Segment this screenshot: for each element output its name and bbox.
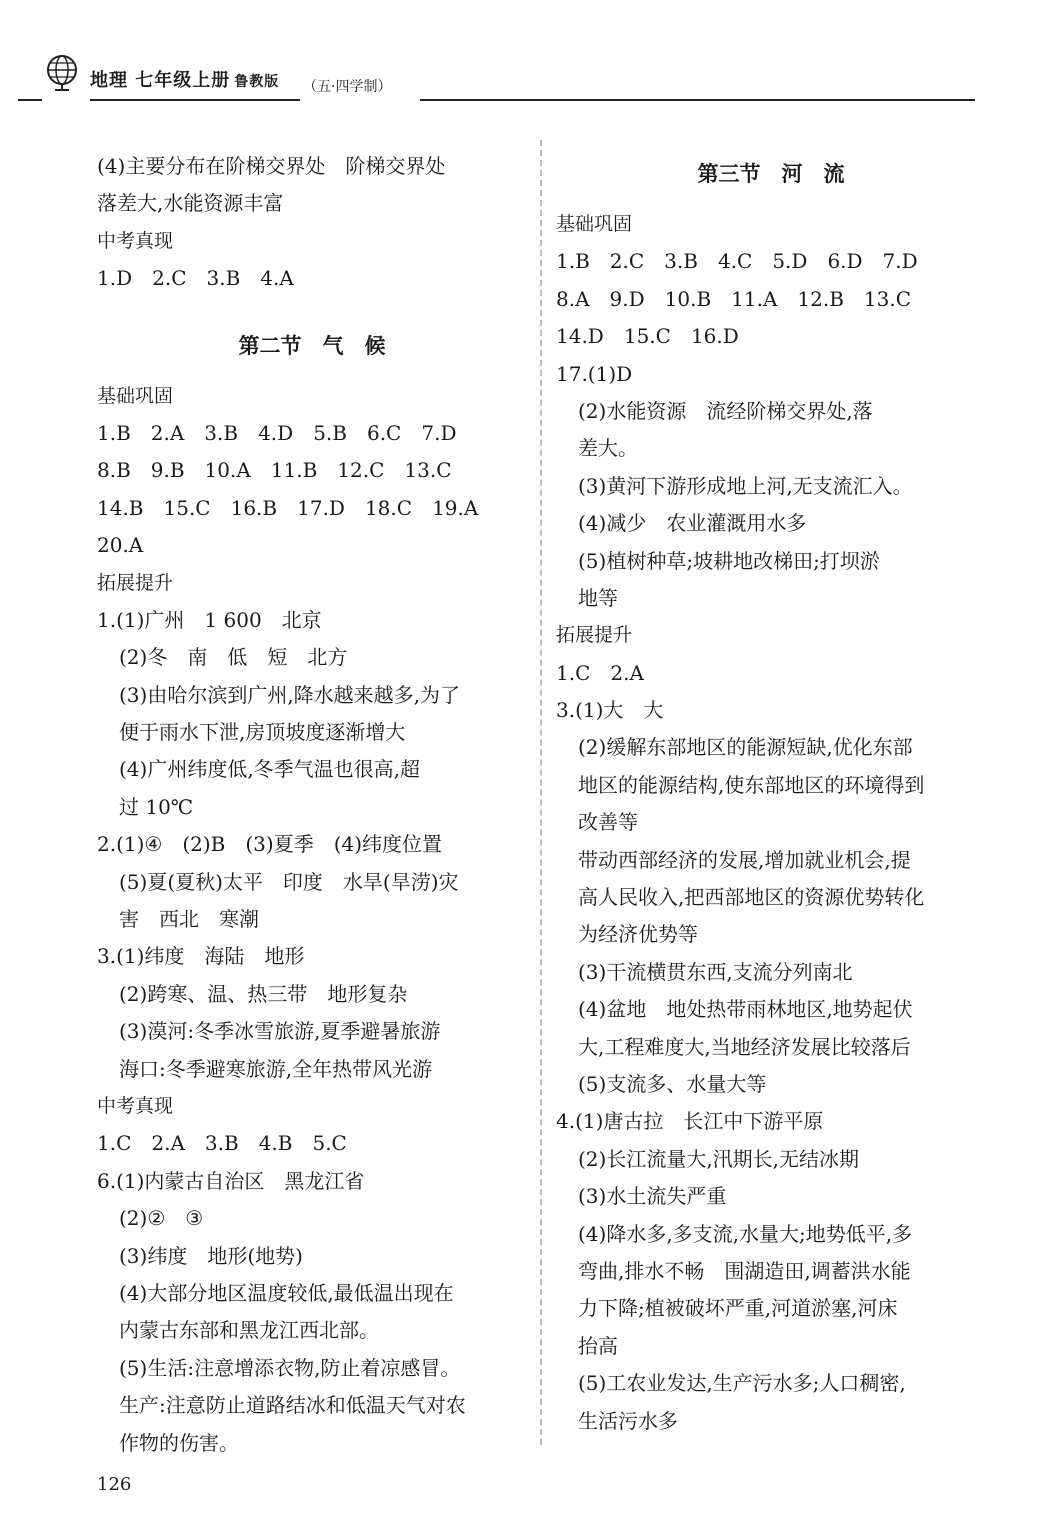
text-line: 抬高	[578, 1333, 618, 1358]
section-label: 中考真现	[97, 1094, 174, 1117]
text-line: (5)生活:注意增添衣物,防止着凉感冒。	[119, 1355, 461, 1380]
text-line: 1.C 2.A	[556, 660, 644, 685]
text-line: (2)② ③	[119, 1206, 204, 1231]
header-rule-left	[18, 99, 42, 101]
section-label: 中考真现	[97, 229, 174, 252]
section-heading: 第三节 河 流	[697, 162, 845, 186]
text-line: (2)缓解东部地区的能源短缺,优化东部	[578, 735, 913, 760]
text-line: 8.B 9.B 10.A 11.B 12.C 13.C	[97, 458, 452, 483]
text-line: 为经济优势等	[578, 922, 698, 947]
edition-badge: （五·四学制）	[303, 79, 392, 95]
text-line: 14.B 15.C 16.B 17.D 18.C 19.A	[97, 495, 479, 520]
text-line: 高人民收入,把西部地区的资源优势转化	[578, 885, 925, 910]
text-line: 生产:注意防止道路结冰和低温天气对农	[119, 1393, 466, 1418]
text-line: (2)长江流量大,汛期长,无结冰期	[578, 1146, 860, 1171]
column-divider	[540, 140, 542, 1445]
text-line: (4)主要分布在阶梯交界处 阶梯交界处	[97, 154, 446, 178]
text-line: 便于雨水下泄,房顶坡度逐渐增大	[119, 720, 406, 745]
book-subject: 地理 七年级上册	[90, 70, 231, 91]
text-line: 害 西北 寒潮	[119, 907, 259, 932]
text-line: 20.A	[97, 533, 144, 558]
text-line: 2.(1)④ (2)B (3)夏季 (4)纬度位置	[97, 832, 443, 857]
text-line: (5)支流多、水量大等	[578, 1071, 767, 1096]
text-line: (2)水能资源 流经阶梯交界处,落	[578, 398, 873, 423]
text-line: 大,工程难度大,当地经济发展比较落后	[578, 1034, 911, 1059]
text-line: (3)漠河:冬季冰雪旅游,夏季避暑旅游	[119, 1019, 441, 1044]
text-line: 1.B 2.A 3.B 4.D 5.B 6.C 7.D	[97, 420, 457, 445]
text-line: 3.(1)纬度 海陆 地形	[97, 944, 305, 969]
text-line: 带动西部经济的发展,增加就业机会,提	[578, 847, 911, 872]
text-line: (4)盆地 地处热带雨林地区,地势起伏	[578, 997, 913, 1022]
text-line: (3)黄河下游形成地上河,无支流汇入。	[578, 473, 913, 498]
text-line: 8.A 9.D 10.B 11.A 12.B 13.C	[556, 286, 912, 311]
text-line: (4)大部分地区温度较低,最低温出现在	[119, 1280, 454, 1305]
text-line: 1.C 2.A 3.B 4.B 5.C	[97, 1131, 347, 1156]
text-line: 海口:冬季避寒旅游,全年热带风光游	[119, 1056, 433, 1081]
header-rule-mid	[90, 99, 300, 101]
text-line: (5)植树种草;坡耕地改梯田;打坝淤	[578, 548, 880, 573]
text-line: 生活污水多	[578, 1408, 678, 1433]
page-header	[0, 0, 1049, 110]
text-line: 差大。	[578, 436, 638, 461]
text-line: 14.D 15.C 16.D	[556, 324, 739, 349]
text-line: 过 10℃	[119, 794, 194, 819]
text-line: 4.(1)唐古拉 长江中下游平原	[556, 1109, 824, 1134]
text-line: 3.(1)大 大	[556, 698, 664, 723]
text-line: (2)冬 南 低 短 北方	[119, 645, 348, 670]
text-line: (3)纬度 地形(地势)	[119, 1243, 303, 1268]
text-line: 弯曲,排水不畅 围湖造田,调蓄洪水能	[578, 1258, 911, 1283]
text-line: (5)工农业发达,生产污水多;人口稠密,	[578, 1371, 906, 1396]
text-line: (3)干流横贯东西,支流分列南北	[578, 959, 853, 984]
right-column	[556, 148, 986, 1440]
text-line: 6.(1)内蒙古自治区 黑龙江省	[97, 1168, 365, 1193]
book-edition: 鲁教版	[234, 74, 280, 90]
section-heading: 第二节 气 候	[238, 333, 386, 358]
text-line: (4)降水多,多支流,水量大;地势低平,多	[578, 1221, 913, 1246]
text-line: 内蒙古东部和黑龙江西北部。	[119, 1318, 379, 1343]
section-label: 拓展提升	[97, 571, 174, 594]
header-rule-right	[420, 99, 975, 101]
page-number: 126	[97, 1474, 132, 1495]
globe-icon	[42, 52, 82, 92]
book-title	[90, 66, 279, 92]
watermark-logo	[872, 1458, 1032, 1530]
text-line: (2)跨寒、温、热三带 地形复杂	[119, 981, 408, 1006]
text-line: 改善等	[578, 810, 638, 835]
text-line: 落差大,水能资源丰富	[97, 191, 284, 216]
text-line: (4)广州纬度低,冬季气温也很高,超	[119, 757, 421, 782]
section-label: 基础巩固	[556, 213, 633, 235]
text-line: 17.(1)D	[556, 361, 633, 386]
section-label: 基础巩固	[97, 384, 174, 407]
text-line: 地区的能源结构,使东部地区的环境得到	[578, 772, 925, 797]
section-label: 拓展提升	[556, 624, 633, 647]
text-line: 1.B 2.C 3.B 4.C 5.D 6.D 7.D	[556, 249, 918, 274]
text-line: 力下降;植被破坏严重,河道淤塞,河床	[578, 1296, 898, 1321]
text-line: (3)由哈尔滨到广州,降水越来越多,为了	[119, 682, 461, 707]
text-line: (3)水土流失严重	[578, 1184, 727, 1209]
text-line: (5)夏(夏秋)太平 印度 水旱(旱涝)灾	[119, 869, 459, 894]
text-line: 1.D 2.C 3.B 4.A	[97, 266, 294, 291]
text-line: 1.(1)广州 1 600 北京	[97, 607, 322, 632]
text-line: 地等	[578, 585, 618, 610]
text-line: 作物的伤害。	[119, 1430, 239, 1455]
left-column	[97, 148, 527, 1462]
text-line: (4)减少 农业灌溉用水多	[578, 511, 807, 536]
